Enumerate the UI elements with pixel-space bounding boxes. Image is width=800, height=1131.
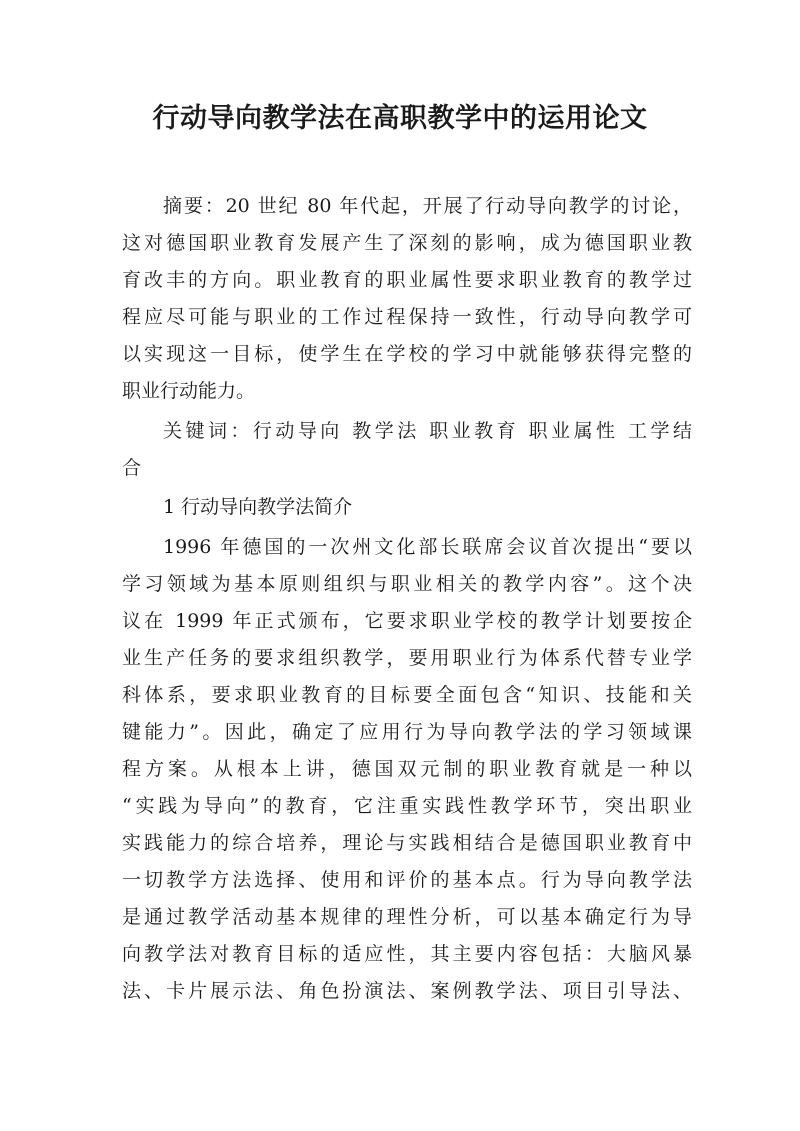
body-line: 议在 1999 年正式颁布，它要求职业学校的教学计划要按企	[122, 610, 692, 632]
abstract-line: 以实现这一目标，使学生在学校的学习中就能够获得完整的	[122, 343, 692, 365]
section-heading: 1 行动导向教学法简介	[163, 496, 353, 518]
body-line: 学习领域为基本原则组织与职业相关的教学内容”。这个决	[122, 573, 692, 595]
keywords-line: 关键词：行动导向 教学法 职业教育 职业属性 工学结	[163, 420, 692, 442]
body-line: “实践为导向”的教育，它注重实践性教学环节，突出职业	[122, 795, 692, 817]
body-line: 法、卡片展示法、角色扮演法、案例教学法、项目引导法、	[122, 980, 692, 1002]
abstract-line: 摘要：20 世纪 80 年代起，开展了行动导向教学的讨论，	[163, 195, 692, 217]
body-line: 一切教学方法选择、使用和评价的基本点。行为导向教学法	[122, 869, 692, 891]
body-line: 业生产任务的要求组织教学，要用职业行为体系代替专业学	[122, 647, 692, 669]
body-line: 1996 年德国的一次州文化部长联席会议首次提出“要以	[163, 536, 692, 558]
body-line: 实践能力的综合培养，理论与实践相结合是德国职业教育中	[122, 832, 692, 854]
body-line: 向教学法对教育目标的适应性，其主要内容包括：大脑风暴	[122, 943, 692, 965]
body-line: 键能力”。因此，确定了应用行为导向教学法的学习领域课	[122, 721, 692, 743]
body-line: 是通过教学活动基本规律的理性分析，可以基本确定行为导	[122, 906, 692, 928]
abstract-line: 程应尽可能与职业的工作过程保持一致性，行动导向教学可	[122, 306, 692, 328]
abstract-line: 这对德国职业教育发展产生了深刻的影响，成为德国职业教	[122, 232, 692, 254]
document-title: 行动导向教学法在高职教学中的运用论文	[152, 103, 648, 134]
body-line: 科体系，要求职业教育的目标要全面包含“知识、技能和关	[122, 684, 692, 706]
body-line: 程方案。从根本上讲，德国双元制的职业教育就是一种以	[122, 758, 692, 780]
keywords-line: 合	[122, 457, 142, 479]
abstract-line: 育改丰的方向。职业教育的职业属性要求职业教育的教学过	[122, 269, 692, 291]
abstract-line: 职业行动能力。	[122, 380, 256, 402]
